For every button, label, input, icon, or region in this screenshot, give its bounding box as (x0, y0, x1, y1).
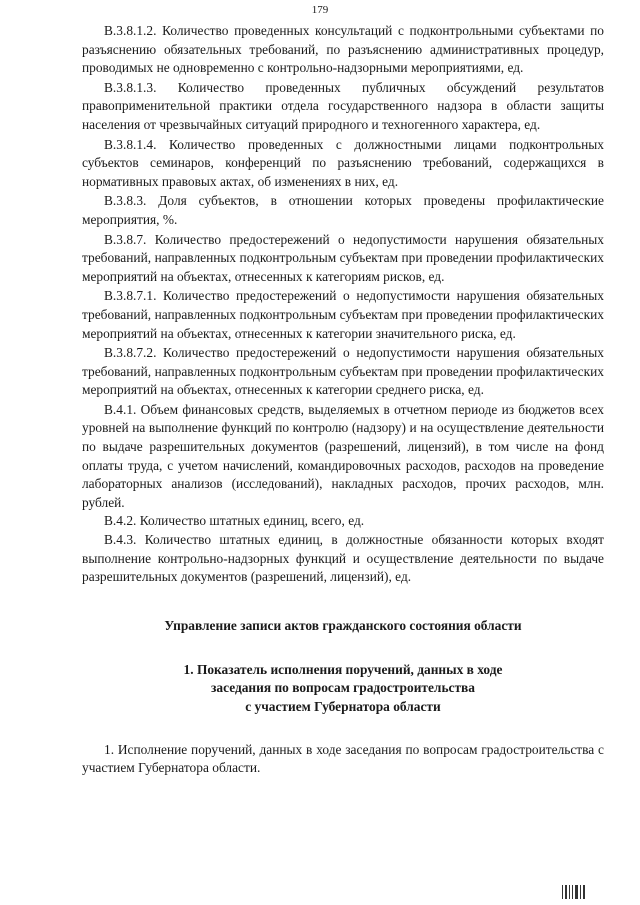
paragraph-b-3-8-1-3: В.3.8.1.3. Количество проведенных публичных обсуждений результатов правоприменительной практики отдела государственного надзора в области защиты населения от чрезвычайных ситуаций природного и техногенного характера, ед. (82, 79, 604, 132)
paragraph-b-4-3: В.4.3. Количество штатных единиц, в должностные обязанности которых входят выполнение контрольно-надзорных функций и осуществление деятельности по выдаче разрешительных документов (разрешений, лицензий), ед. (82, 532, 604, 585)
paragraph-b-4-2: В.4.2. Количество штатных единиц, всего, ед. (104, 513, 365, 529)
paragraph-b-3-8-1-4: В.3.8.1.4. Количество проведенных с должностными лицами подконтрольных субъектов семинаров, конференций по разъяснению требований, содержащихся в нормативных правовых актах, об изменениях в них, ед. (82, 136, 604, 189)
paragraph-b-3-8-7: В.3.8.7. Количество предостережений о недопустимости нарушения обязательных требований, направленных подконтрольным субъектам при проведении профилактических мероприятий на объектах, отнесенных к категориям рисков, ед. (82, 231, 604, 284)
document-body (82, 22, 604, 778)
final-paragraph: 1. Исполнение поручений, данных в ходе заседания по вопросам градостроительства с участием Губернатора области. (82, 741, 604, 776)
barcode-mark (562, 885, 588, 899)
section-heading-line-2: заседания по вопросам градостроительства (211, 680, 475, 696)
paragraph-b-3-8-7-2: В.3.8.7.2. Количество предостережений о недопустимости нарушения обязательных требований, направленных подконтрольным субъектам при проведении профилактических мероприятий на объектах, отнесенных к категории среднего риска, ед. (82, 345, 604, 398)
paragraph-b-3-8-7-1: В.3.8.7.1. Количество предостережений о недопустимости нарушения обязательных требований, направленных подконтрольным субъектам при проведении профилактических мероприятий на объектах, отнесенных к категории значительного риска, ед. (82, 288, 604, 341)
section-heading-line-1: 1. Показатель исполнения поручений, данных в ходе (183, 661, 503, 677)
organization-heading: Управление записи актов гражданского состояния области (164, 617, 522, 633)
section-heading (82, 661, 604, 717)
paragraph-b-3-8-3: В.3.8.3. Доля субъектов, в отношении которых проведены профилактические мероприятия, %. (82, 193, 604, 227)
section-heading-line-3: с участием Губернатора области (245, 699, 441, 714)
paragraph-b-3-8-1-2: В.3.8.1.2. Количество проведенных консультаций с подконтрольными субъектами по разъяснению обязательных требований, по разъяснению административных процедур, проводимых не одновременно с контрольно-надзорными мероприятиями, ед. (82, 23, 604, 76)
paragraph-b-4-1: В.4.1. Объем финансовых средств, выделяемых в отчетном периоде из бюджетов всех уровней на выполнение функций по контролю (надзору) и на осуществление деятельности по выдаче разрешительных документов (разрешений, лицензий), в том числе на фонд оплаты труда, с учетом начислений, командировочных расходов, расходов на проведение лабораторных анализов (исследований), накладных расходов, прочих расходов, млн. рублей. (82, 401, 604, 510)
page-number: 179 (311, 4, 329, 16)
